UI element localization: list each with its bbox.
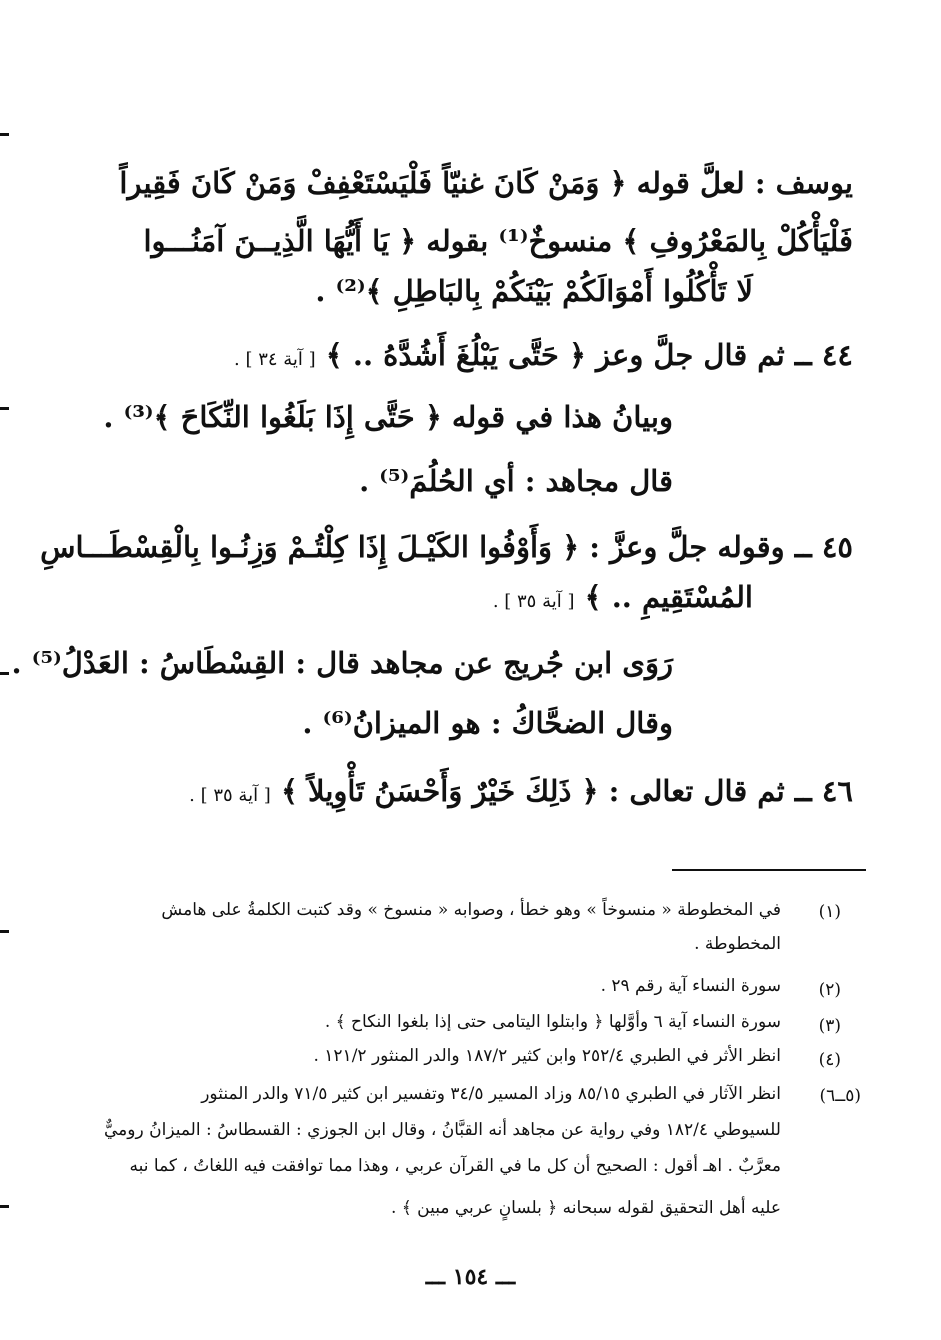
footnote-1-line-1: في المخطوطة « منسوخاً » وهو خطأ ، وصوابه « منسوخ » وقد كتبت الكلمةُ على هامش	[161, 900, 781, 920]
body-line-2: فَلْيَأْكُلْ بِالمَعْرُوفِ ﴾ منسوخٌ⁽¹⁾ بقوله ﴿ يَا أَيُّهَا الَّذِيــنَ آمَنُـــوا	[143, 224, 853, 258]
footnote-number: (٣)	[818, 1016, 841, 1036]
footnote-5-line-1: انظر الآثار في الطبري ٨٥/١٥ وزاد المسير ٣٤/٥ وتفسير ابن كثير ٧١/٥ والدر المنثور	[201, 1084, 781, 1104]
footnote-5-line-4: عليه أهل التحقيق لقوله سبحانه ﴿ بلسانٍ عربي مبين ﴾ .	[390, 1198, 781, 1218]
footnote-1-line-2: المخطوطة .	[694, 934, 781, 954]
scan-edge-mark	[0, 930, 9, 933]
scan-edge-mark	[0, 133, 9, 136]
entry-45-line: ٤٥ ــ وقوله جلَّ وعزَّ : ﴿ وَأَوْفُوا الكَيْـلَ إِذَا كِلْتُـمْ وَزِنُـوا بِالْقِسْطَـــاسِ	[40, 530, 853, 564]
entry-46-line	[189, 768, 853, 819]
page-number: ـــ ١٥٤ ـــ	[425, 1264, 516, 1290]
footnote-4-line-1: انظر الأثر في الطبري ٢٥٢/٤ وابن كثير ١٨٧/٢ والدر المنثور ١٢١/٢ .	[313, 1046, 781, 1066]
verse-ref-45: [ آية ٣٥ ] .	[492, 591, 575, 612]
entry-44-line	[234, 332, 853, 383]
entry-45-continuation-text: المُسْتَقِيمِ .. ﴾	[584, 580, 753, 614]
footnote-5-line-2: للسيوطي ١٨٢/٤ وفي رواية عن مجاهد أنه القبَّانُ ، وقال ابن الجوزي : القسطاسُ : الميزانُ روميٌّ	[104, 1120, 781, 1140]
body-line-dahhak: وقال الضحَّاكُ : هو الميزانُ⁽⁶⁾ .	[302, 706, 673, 740]
body-line-1: يوسف : لعلَّ قوله ﴿ وَمَنْ كَانَ غنيّاً فَلْيَسْتَعْفِفْ وَمَنْ كَانَ فَقِيراً	[119, 166, 853, 200]
verse-ref-46: [ آية ٣٥ ] .	[189, 785, 271, 806]
footnote-number: (١)	[818, 902, 841, 922]
scan-edge-mark	[0, 407, 9, 410]
body-line-explanation: وبيانُ هذا في قوله ﴿ حَتَّى إِذَا بَلَغُوا النِّكَاحَ ﴾⁽³⁾ .	[103, 400, 673, 434]
body-line-ibn-jurayj: رَوَى ابن جُريج عن مجاهد قال : القِسْطَاسُ : العَدْلُ⁽⁵⁾ .	[11, 646, 673, 680]
footnote-5-line-3: معرَّبٌ . اهـ أقول : الصحيح أن كل ما في القرآن عربي ، وهذا مما توافقت فيه اللغاتُ ، كما نبه	[129, 1156, 781, 1176]
footnote-3-line-1: سورة النساء آية ٦ وأوَّلها ﴿ وابتلوا اليتامى حتى إذا بلغوا النكاح ﴾ .	[324, 1012, 781, 1032]
body-line-3: لَا تَأْكُلُوا أَمْوَالَكُمْ بَيْنَكُمْ بِالبَاطِلِ ﴾⁽²⁾ .	[315, 274, 753, 308]
footnote-2-line-1: سورة النساء آية رقم ٢٩ .	[600, 976, 781, 996]
verse-ref-44: [ آية ٣٤ ] .	[234, 349, 316, 370]
scan-edge-mark	[0, 672, 9, 675]
footnote-number: (٤)	[818, 1050, 841, 1070]
entry-46-text: ٤٦ ــ ثم قال تعالى : ﴿ ذَلِكَ خَيْرٌ وَأَحْسَنُ تَأْوِيلاً ﴾	[280, 774, 853, 808]
footnote-separator	[672, 869, 866, 871]
footnote-number: (٥ــ٦)	[819, 1086, 861, 1106]
entry-44-text: ٤٤ ــ ثم قال جلَّ وعز ﴿ حَتَّى يَبْلُغَ أَشُدَّهُ .. ﴾	[325, 338, 853, 372]
footnote-number: (٢)	[818, 980, 841, 1000]
entry-45-continuation	[493, 574, 753, 625]
body-line-mujahid: قال مجاهد : أي الحُلُمَ⁽⁵⁾ .	[359, 464, 673, 498]
scan-edge-mark	[0, 1205, 9, 1208]
